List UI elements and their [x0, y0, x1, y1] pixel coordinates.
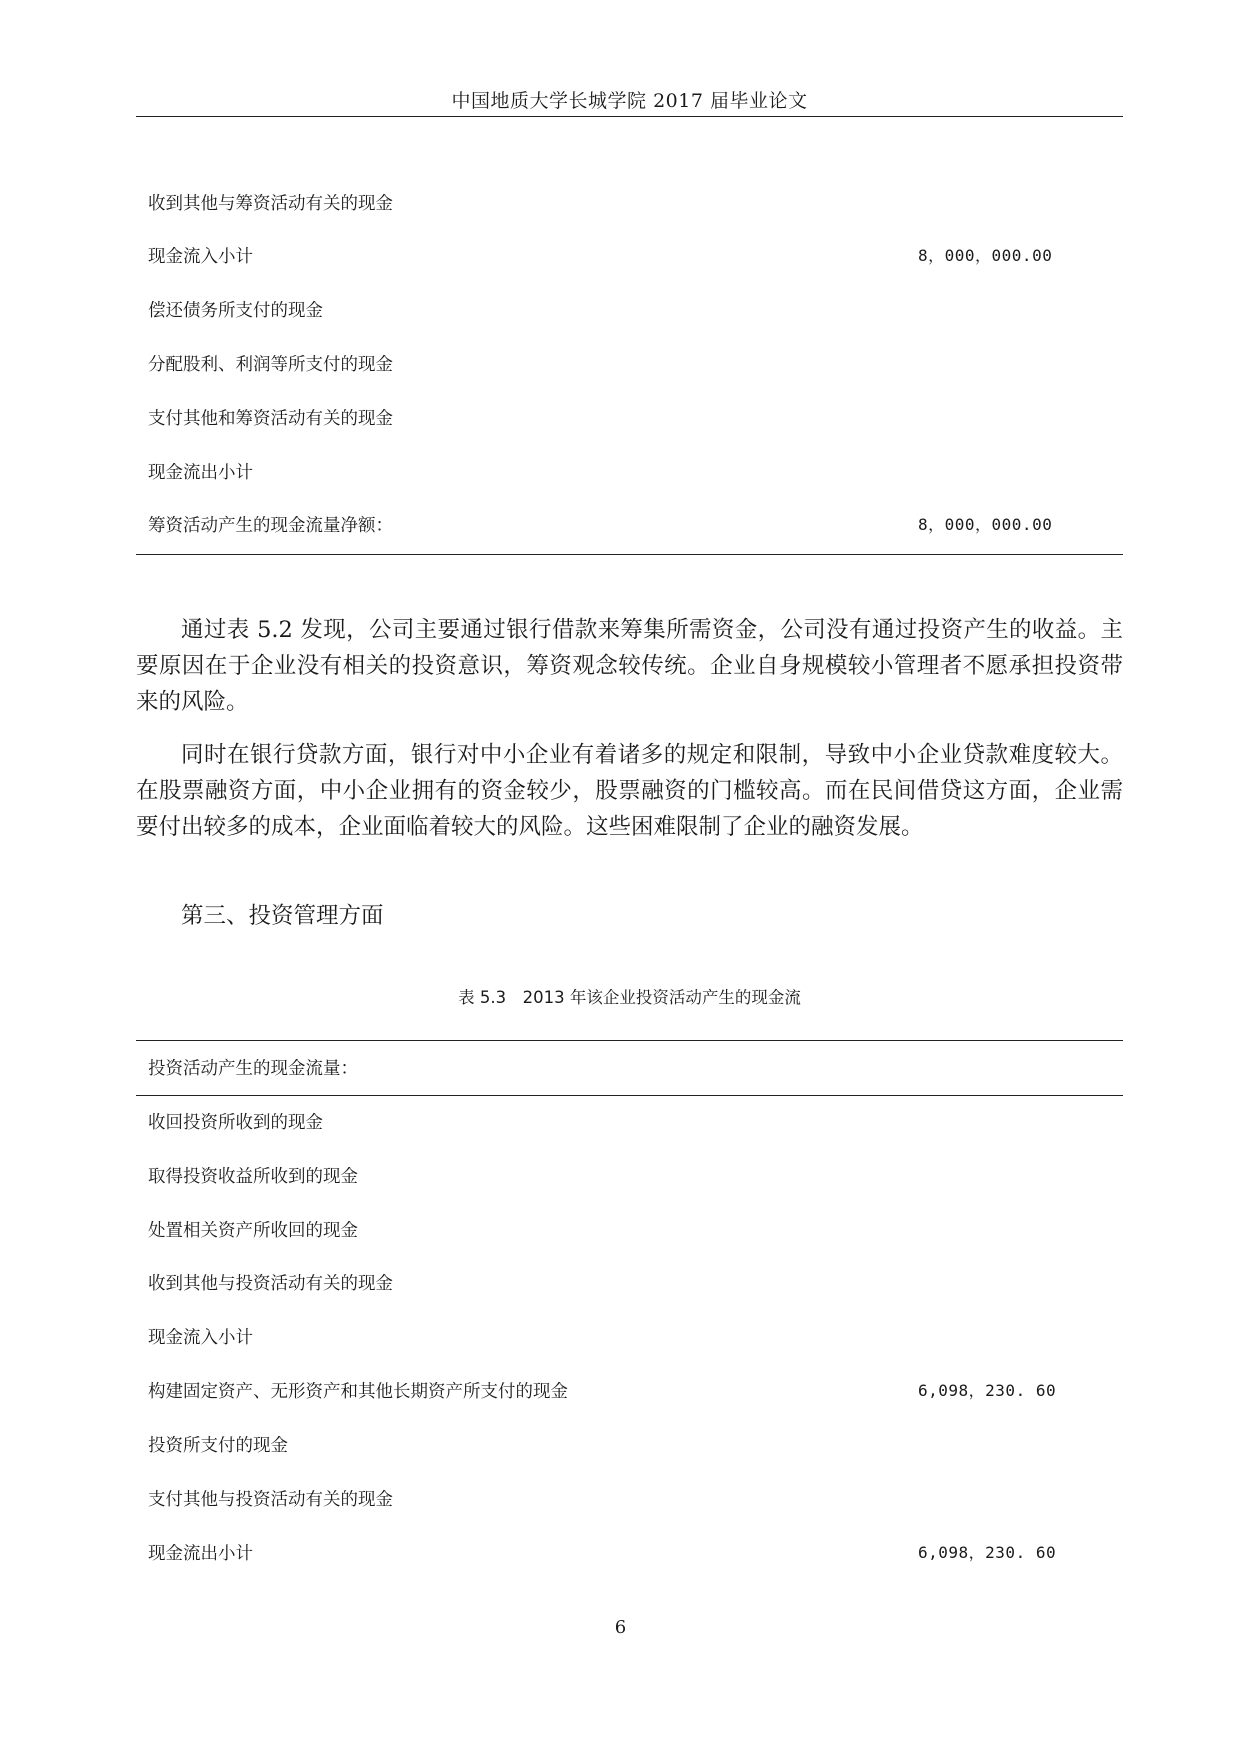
row-label: 构建固定资产、无形资产和其他长期资产所支付的现金: [148, 1382, 568, 1402]
page-number: 6: [614, 1617, 627, 1638]
table-row: [148, 1109, 1048, 1137]
table-row: [148, 512, 1053, 540]
table-row: [148, 1163, 1048, 1191]
row-label: 现金流出小计: [148, 463, 253, 483]
table-row: [148, 351, 1048, 379]
section-heading: 第三、投资管理方面: [181, 903, 384, 929]
row-label: 支付其他与投资活动有关的现金: [148, 1490, 393, 1510]
table-row: [148, 297, 1048, 325]
row-label: 收回投资所收到的现金: [148, 1113, 323, 1133]
table-top-rule: [136, 1040, 1123, 1041]
table-row: [148, 190, 1048, 218]
row-label: 收到其他与投资活动有关的现金: [148, 1274, 393, 1294]
table-row: [148, 405, 1048, 433]
row-label: 分配股利、利润等所支付的现金: [148, 355, 393, 375]
row-label: 筹资活动产生的现金流量净额：: [148, 516, 393, 536]
header-rule: [136, 116, 1123, 117]
page-header: 中国地质大学长城学院 2017 届毕业论文: [451, 90, 808, 112]
row-label: 支付其他和筹资活动有关的现金: [148, 409, 393, 429]
row-label: 现金流入小计: [148, 247, 253, 267]
table-row: [148, 1540, 1057, 1568]
table-row: [148, 1217, 1048, 1245]
table-row: [148, 1324, 1048, 1352]
table-header-rule: [136, 1095, 1123, 1096]
table-row: [148, 243, 1053, 271]
table-header-row: [148, 1055, 1048, 1083]
table-row: [148, 1378, 1057, 1406]
body-paragraph: 通过表 5.2 发现，公司主要通过银行借款来筹集所需资金，公司没有通过投资产生的收益。主要原因在于企业没有相关的投资意识，筹资观念较传统。企业自身规模较小管理者不愿承担投资带来的风险。: [136, 617, 1123, 715]
row-label: 偿还债务所支付的现金: [148, 301, 323, 321]
row-value: 8，000，000.00: [918, 246, 1053, 265]
row-label: 收到其他与筹资活动有关的现金: [148, 194, 393, 214]
table-row: [148, 1432, 1048, 1460]
table-row: [148, 1270, 1048, 1298]
row-label: 投资所支付的现金: [148, 1436, 288, 1456]
table-bottom-rule: [136, 554, 1123, 555]
row-label: 现金流入小计: [148, 1328, 253, 1348]
row-value: 6,098，230. 60: [918, 1381, 1057, 1400]
table-row: [148, 1486, 1048, 1514]
row-label: 取得投资收益所收到的现金: [148, 1167, 358, 1187]
row-value: 8，000，000.00: [918, 515, 1053, 534]
table-caption: 表 5.3 2013 年该企业投资活动产生的现金流: [458, 988, 801, 1007]
header-label: 投资活动产生的现金流量：: [148, 1059, 358, 1079]
row-label: 现金流出小计: [148, 1544, 253, 1564]
row-value: 6,098，230. 60: [918, 1543, 1057, 1562]
table-row: [148, 459, 1048, 487]
row-label: 处置相关资产所收回的现金: [148, 1221, 358, 1241]
body-paragraph: 同时在银行贷款方面，银行对中小企业有着诸多的规定和限制，导致中小企业贷款难度较大。在股票融资方面，中小企业拥有的资金较少，股票融资的门槛较高。而在民间借贷这方面，企业需要付出较多的成本，企业面临着较大的风险。这些困难限制了企业的融资发展。: [136, 742, 1123, 840]
